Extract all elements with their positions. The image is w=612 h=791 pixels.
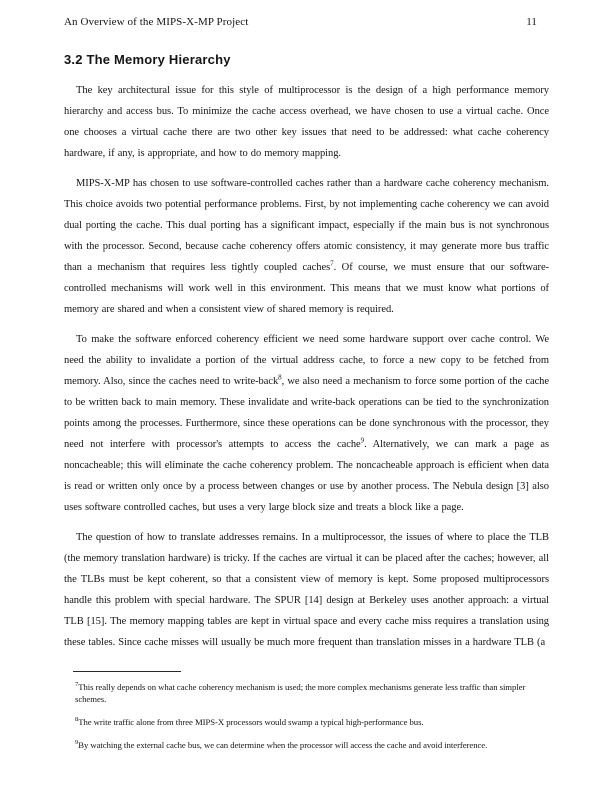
footnote: $^7$This really depends on what cache coherency mechanism is used; the more complex mechanisms generate less traffic than simpler schemes. [75, 681, 526, 704]
footnotes [64, 681, 549, 751]
paragraph: The key architectural issue for this style of multiprocessor is the design of a high performance memory hierarchy and access bus. To minimize the cache access overhead, we have chosen to use a virtual cache. Once one chooses a virtual cache there are two other key issues that need to be addressed: what cache coherency hardware, if any, is appropriate, and how to do memory mapping. [64, 85, 549, 159]
footnote-ref: 9 [360, 436, 365, 445]
footnote: $^8$The write traffic alone from three MIPS-X processors would swamp a typical high-performance bus. [75, 716, 424, 727]
footnote-ref: 7 [330, 259, 334, 268]
footnote-marker: 8 [75, 716, 79, 724]
footnote-separator [73, 671, 181, 672]
body-text [64, 80, 549, 653]
footnote-marker: 7 [75, 681, 79, 689]
paragraph: To make the software enforced coherency efficient we need some hardware support over cache control. We need the ability to invalidate a portion of the virtual address cache, to force a new copy to be fetched from memory. Also, since the caches need to write-back$^8$, we also need a mechanism to force some portion of the cache to be written back to main memory. These invalidate and write-back operations can be tied to the synchronization points among the processes. Furthermore, since these operations can be done synchronous with the processor, they need not interfere with processor's attempts to access the cache$^9$. Alternatively, we can mark a page as noncacheable; this will eliminate the cache coherency problem. The noncacheable approach is efficient when data is read or written only once by a process between changes or use by another process. The Nebula design [3] also uses software controlled caches, but uses a very large block size and treats a block like a page. [64, 334, 549, 513]
page-number: 11 [526, 16, 537, 28]
running-title: An Overview of the MIPS-X-MP Project [64, 16, 249, 28]
footnote: $^9$By watching the external cache bus, we can determine when the processor will access the cache and avoid interference. [75, 739, 488, 750]
footnote-marker: 9 [75, 739, 79, 747]
paragraph: The question of how to translate addresses remains. In a multiprocessor, the issues of where to place the TLB (the memory translation hardware) is tricky. If the caches are virtual it can be placed after the caches; however, all the TLBs must be kept coherent, so that a consistent view of memory is kept. Some proposed multiprocessors handle this problem with special hardware. The SPUR [14] design at Berkeley uses another approach: a virtual TLB [15]. The memory mapping tables are kept in virtual space and every cache miss requires a translation using these tables. Since cache misses will usually be much more frequent than translation misses in a hardware TLB (a [64, 532, 549, 648]
section-heading: 3.2 The Memory Hierarchy [64, 52, 231, 67]
page-header [64, 16, 549, 28]
paragraph: MIPS-X-MP has chosen to use software-controlled caches rather than a hardware cache coherency mechanism. This choice avoids two potential performance problems. First, by not implementing cache coherency we can avoid dual porting the cache. This dual porting has a significant impact, especially if the main bus is not synchronous with the processor. Second, because cache coherency offers atomic consistency, it may generate more bus traffic than a mechanism that requires less tightly coupled caches$^7$. Of course, we must ensure that our software-controlled mechanisms will work well in this environment. This means that we must know what portions of memory are shared and when a consistent view of shared memory is required. [64, 178, 550, 315]
footnote-ref: 8 [278, 373, 282, 382]
